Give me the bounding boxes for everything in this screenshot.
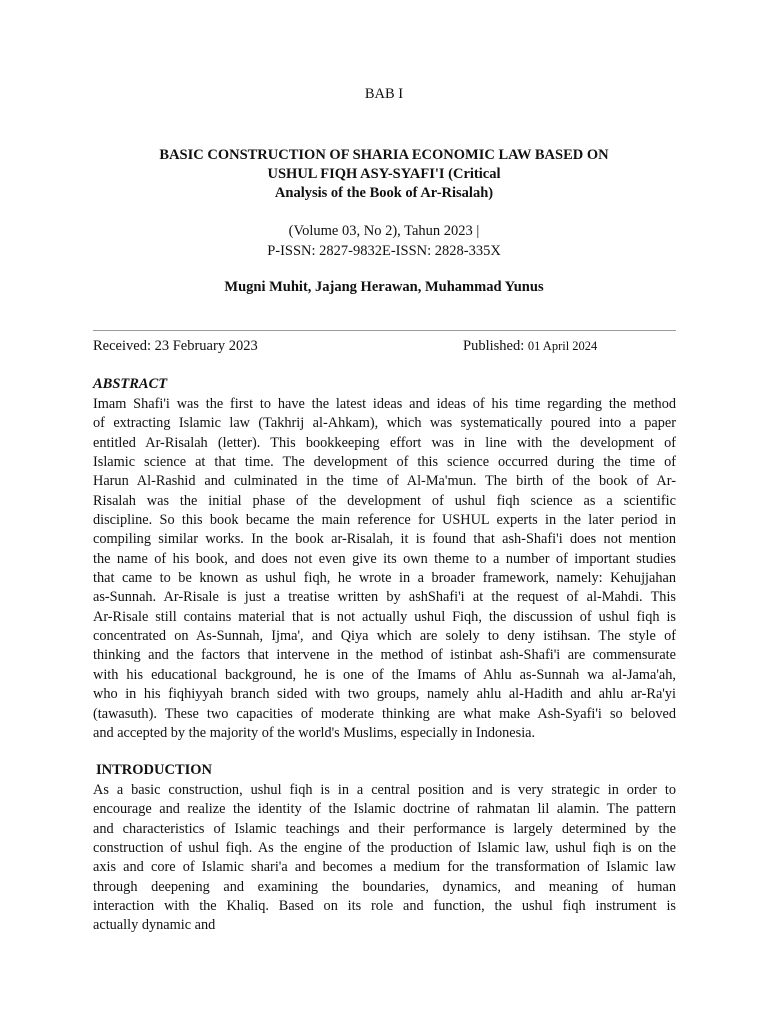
text-line: Ar-Risale still contains material that is not actually ushul Fiqh, the discussion of ushul fiqh is — [93, 608, 676, 625]
published-date — [463, 338, 597, 355]
text-line: of extracting Islamic law (Takhrij al-Ahkam), which was systematically poured into a paper — [93, 415, 676, 432]
volume-info: (Volume 03, No 2), Tahun 2023 | — [288, 223, 480, 239]
text-line: Risalah was the initial phase of the development of ushul fiqh science as a scientific — [93, 492, 676, 509]
text-line: through deepening and examining the boundaries, dynamics, and meaning of human — [93, 878, 676, 895]
publication-meta — [110, 221, 658, 261]
text-line: that came to be known as ushul fiqh, he wrote in a broader framework, namely: Kehujjahan — [93, 570, 676, 587]
text-line: As a basic construction, ushul fiqh is in a central position and is very strategic in order to — [93, 782, 676, 798]
text-line: as-Sunnah. Ar-Risale is just a treatise written by ashShafi'i at the request of al-Mahdi. This — [93, 589, 676, 606]
published-label: Published: — [463, 338, 525, 354]
text-line: (tawasuth). These two capacities of moderate thinking are what make Ash-Syafi'i so beloved — [93, 705, 676, 722]
published-date-value: 01 April 2024 — [527, 339, 598, 353]
divider — [93, 330, 676, 331]
text-line: construction of ushul fiqh. As the engine of the production of Islamic law, ushul fiqh is on the — [93, 840, 676, 857]
text-line: with his educational background, he is one of the Imams of Ahlu as-Sunnah wa al-Jama'ah, — [93, 666, 676, 683]
chapter-label: BAB I — [364, 86, 404, 102]
introduction-heading: INTRODUCTION — [96, 762, 213, 778]
title-line: Analysis of the Book of Ar-Risalah) — [274, 185, 494, 201]
issn-info: P-ISSN: 2827-9832E-ISSN: 2828-335X — [267, 243, 501, 259]
paper-title — [110, 146, 658, 203]
text-line: concentrated on As-Sunnah, Ijma', and Qiya which are solely to deny istihsan. The style of — [93, 628, 676, 645]
text-line: and characteristics of Islamic teachings and their performance is largely determined by the — [93, 820, 676, 837]
text-line: actually dynamic and — [93, 917, 216, 934]
text-line: thinking and the factors that intervene in the method of istinbat ash-Shafi'i are commensurate — [93, 647, 676, 664]
received-date: Received: 23 February 2023 — [93, 338, 258, 354]
text-line: entitled Ar-Risalah (letter). This bookkeeping effort was in line with the development of — [93, 434, 676, 451]
title-line: BASIC CONSTRUCTION OF SHARIA ECONOMIC LAW BASED ON — [159, 147, 609, 163]
text-line: encourage and realize the identity of the Islamic doctrine of rahmatan lil alamin. The pattern — [93, 801, 676, 818]
text-line: who in his fiqhiyyah branch sided with two groups, namely ahlu al-Hadith and ahlu ar-Ra'yi — [93, 686, 676, 703]
text-line: interaction with the Khaliq. Based on its role and function, the ushul fiqh instrument is — [93, 898, 676, 915]
abstract-body — [93, 395, 676, 743]
text-line: Islamic science at that time. The development of this science occurred during the time of — [93, 454, 676, 471]
text-line: Harun Al-Rashid and culminated in the time of Al-Ma'mun. The birth of the book of Ar- — [93, 473, 676, 490]
abstract-heading: ABSTRACT — [93, 376, 168, 392]
text-line: axis and core of Islamic shari'a and becomes a medium for the transformation of Islamic law — [93, 859, 676, 876]
text-line: and accepted by the majority of the world's Muslims, especially in Indonesia. — [93, 724, 536, 741]
text-line: Imam Shafi'i was the first to have the latest ideas and ideas of his time regarding the method — [93, 396, 676, 412]
introduction-body — [93, 781, 676, 936]
authors: Mugni Muhit, Jajang Herawan, Muhammad Yunus — [224, 279, 544, 295]
title-line: USHUL FIQH ASY-SYAFI'I (Critical — [267, 166, 501, 182]
text-line: compiling similar works. In the book ar-Risalah, it is found that ash-Shafi'i does not mention — [93, 531, 676, 548]
text-line: discipline. So this book became the main reference for USHUL experts in the later period in — [93, 512, 676, 529]
text-line: the name of his book, and does not even give its own theme to a number of important studies — [93, 550, 676, 567]
